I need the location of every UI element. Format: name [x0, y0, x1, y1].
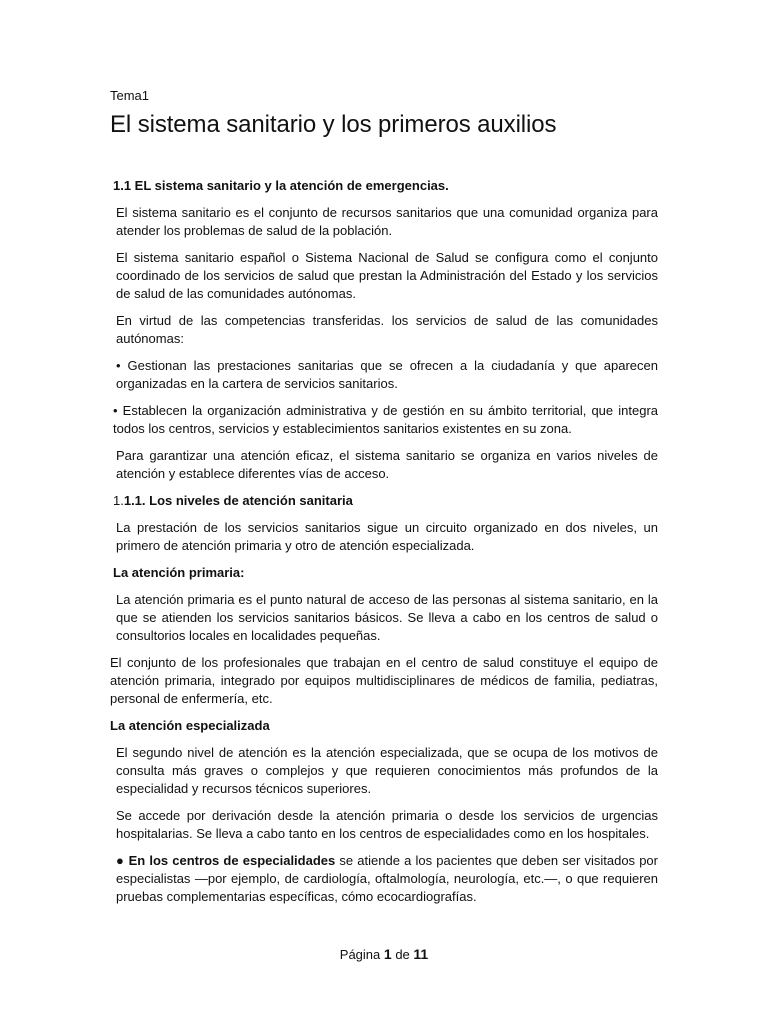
list-item-centros-especialidades — [110, 852, 658, 906]
list-item-rest: se atiende a los pacientes que deben ser visitados por especialistas —por ejemplo, de cardiología, oftalmología, neurología, etc.—, o que requieren pruebas complementarias específicas, cómo ecocardiografías. — [116, 853, 658, 904]
footer-total-pages: 11 — [413, 946, 429, 962]
topic-label: Tema1 — [110, 88, 150, 103]
paragraph-definition: El sistema sanitario es el conjunto de recursos sanitarios que una comunidad organiza para atender los problemas de salud de la población. — [116, 205, 658, 238]
section-heading-text: 1.1. Los niveles de atención sanitaria — [123, 493, 353, 508]
footer-current-page: 1 — [383, 946, 392, 962]
paragraph-competencias: En virtud de las competencias transferidas. los servicios de salud de las comunidades autónomas: — [116, 313, 658, 346]
paragraph-prestacion: La prestación de los servicios sanitarios sigue un circuito organizado en dos niveles, un primero de atención primaria y otro de atención especializada. — [116, 520, 658, 553]
document-title: El sistema sanitario y los primeros auxilios — [110, 111, 557, 138]
footer-page-word: Página — [339, 947, 381, 962]
page-footer — [0, 946, 768, 962]
list-item-gestionan: • Gestionan las prestaciones sanitarias que se ofrecen a la ciudadanía y que aparecen organizadas en la cartera de servicios sanitarios. — [116, 358, 658, 391]
section-heading-1-1-1 — [110, 492, 658, 510]
subheading-atencion-primaria: La atención primaria: — [113, 565, 245, 580]
paragraph-equipo: El conjunto de los profesionales que trabajan en el centro de salud constituye el equipo de atención primaria, integrado por equipos multidisciplinares de médicos de familia, pediatras, personal de enfermería, etc. — [110, 655, 658, 706]
footer-of-word: de — [395, 947, 410, 962]
list-item-establecen: • Establecen la organización administrativa y de gestión en su ámbito territorial, que integra todos los centros, servicios y establecimientos sanitarios existentes en su zona. — [113, 403, 658, 436]
subheading-atencion-especializada: La atención especializada — [110, 718, 270, 733]
paragraph-segundo-nivel: El segundo nivel de atención es la atención especializada, que se ocupa de los motivos de consulta más graves o complejos y que requieren conocimientos más profundos de la especialidad y recursos técnicos superiores. — [116, 745, 658, 796]
paragraph-derivacion: Se accede por derivación desde la atención primaria o desde los servicios de urgencias hospitalarias. Se lleva a cabo tanto en los centros de especialidades como en los hospitales. — [116, 808, 658, 841]
section-heading-1-1: 1.1 EL sistema sanitario y la atención de emergencias. — [113, 178, 449, 193]
paragraph-atencion-primaria: La atención primaria es el punto natural de acceso de las personas al sistema sanitario, en la que se atienden los servicios sanitarios básicos. Se lleva a cabo en los centros de salud o consultorios locales en localidades pequeñas. — [116, 592, 658, 643]
paragraph-sns: El sistema sanitario español o Sistema Nacional de Salud se configura como el conjunto coordinado de los servicios de salud que prestan la Administración del Estado y los servicios de salud de las comunidades autónomas. — [116, 250, 658, 301]
paragraph-niveles: Para garantizar una atención eficaz, el sistema sanitario se organiza en varios niveles de atención y establece diferentes vías de acceso. — [116, 448, 658, 481]
list-item-lead: ● En los centros de especialidades — [116, 853, 336, 868]
section-heading-prefix: 1. — [113, 493, 124, 508]
